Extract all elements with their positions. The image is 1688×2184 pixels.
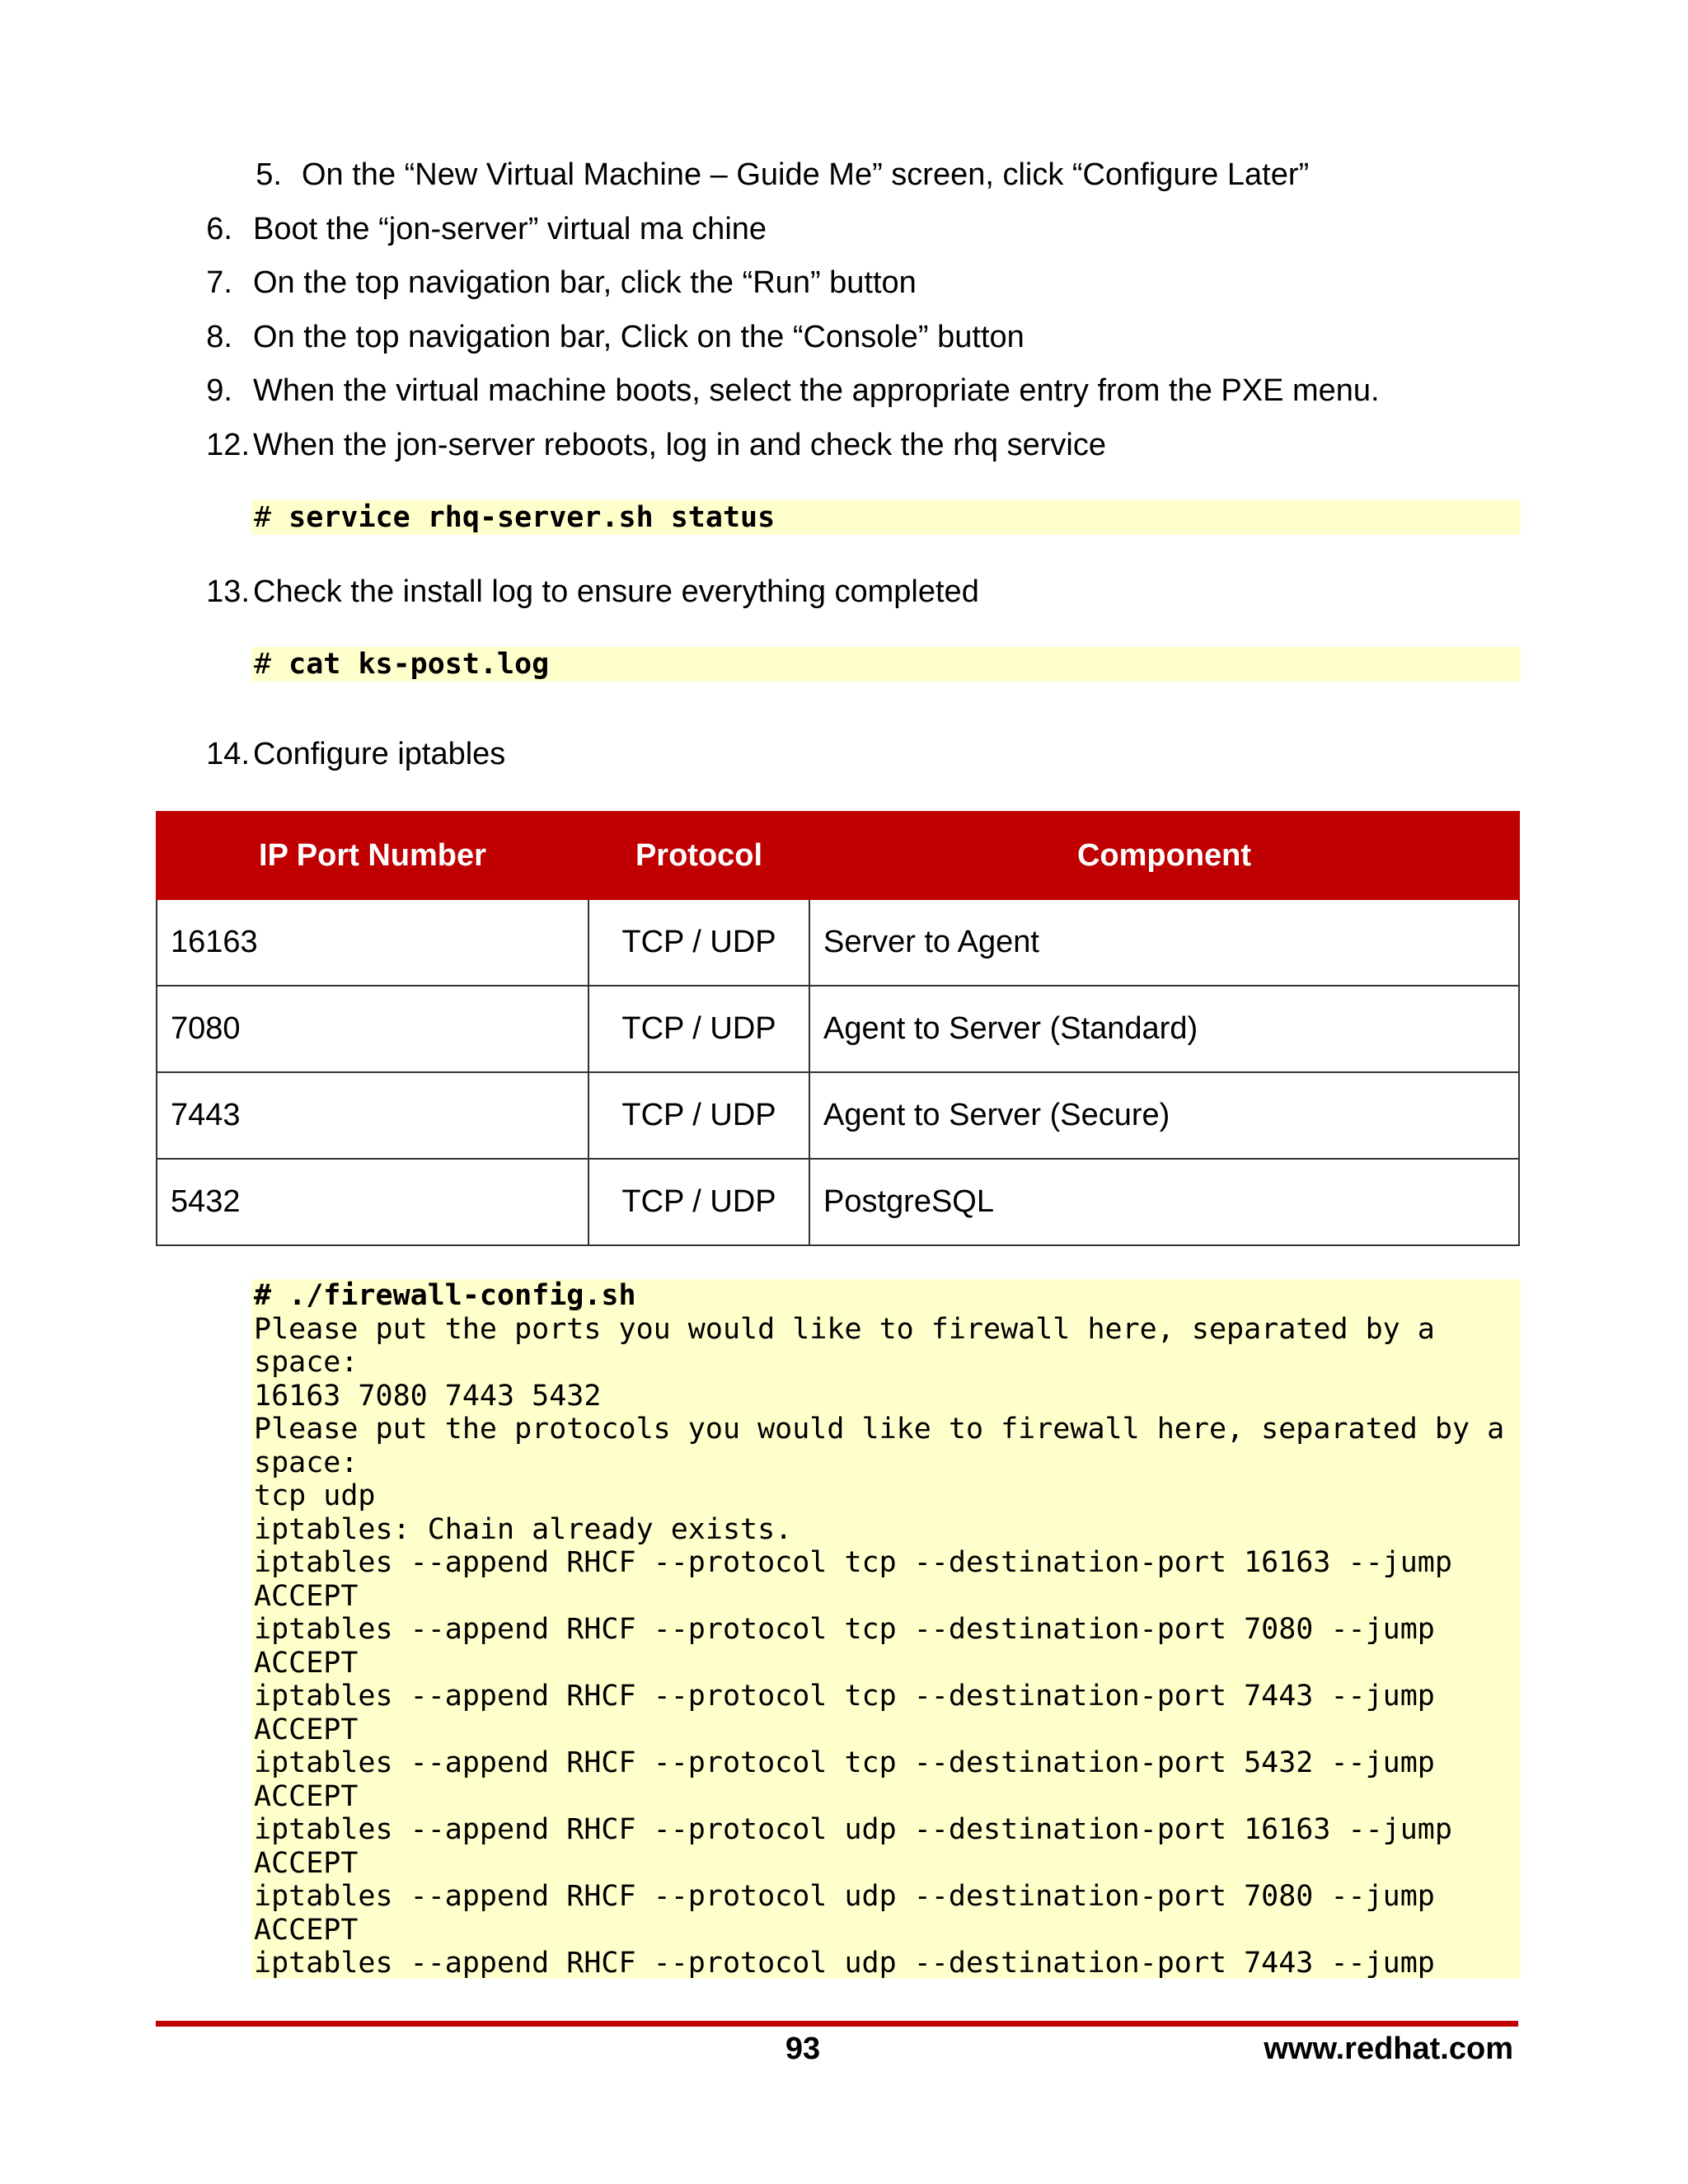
terminal-output-block [251,1279,1521,1979]
component-cell: Agent to Server (Standard) [809,986,1519,1072]
step-number: 8. [206,320,232,354]
terminal-line: ACCEPT [254,1913,359,1947]
column-header-component: Component [809,812,1519,899]
step-text: Check the install log to ensure everything completed [253,574,979,609]
step-text: Configure iptables [253,737,506,771]
step-text: On the “New Virtual Machine – Guide Me” screen, click “Configure Later” [302,157,1310,192]
table-row [157,899,1519,986]
step-number: 9. [206,373,232,408]
terminal-line: space: [254,1346,359,1379]
step-number: 5. [256,157,282,192]
terminal-line: ACCEPT [254,1646,359,1680]
protocol-cell: TCP / UDP [588,986,809,1072]
terminal-line: iptables --append RHCF --protocol tcp --destination-port 7443 --jump [254,1680,1435,1713]
terminal-line: ACCEPT [254,1846,359,1880]
terminal-line: iptables --append RHCF --protocol tcp --destination-port 16163 --jump [254,1546,1452,1579]
protocol-cell: TCP / UDP [588,899,809,986]
terminal-line: Please put the protocols you would like to firewall here, separated by a [254,1413,1505,1446]
table-row [157,986,1519,1072]
page-number: 93 [785,2032,821,2066]
step-text: On the top navigation bar, click the “Run” button [253,265,917,300]
shell-prompt: # [254,648,272,681]
column-header-port: IP Port Number [157,812,588,899]
table-header-row [157,812,1519,899]
port-cell: 5432 [157,1159,588,1245]
terminal-line: iptables --append RHCF --protocol tcp --destination-port 5432 --jump [254,1746,1435,1779]
step-text: When the jon-server reboots, log in and check the rhq service [253,428,1106,462]
port-cell: 7080 [157,986,588,1072]
protocol-cell: TCP / UDP [588,1072,809,1159]
terminal-line: tcp udp [254,1479,376,1512]
terminal-line: iptables --append RHCF --protocol tcp --destination-port 7080 --jump [254,1613,1435,1646]
footer-divider [156,2021,1518,2027]
terminal-line: ACCEPT [254,1779,359,1813]
step-text: When the virtual machine boots, select the appropriate entry from the PXE menu. [253,373,1380,408]
terminal-line: Please put the ports you would like to firewall here, separated by a [254,1312,1435,1346]
port-cell: 16163 [157,899,588,986]
shell-prompt: # [254,501,272,534]
terminal-line: iptables --append RHCF --protocol udp --destination-port 7443 --jump [254,1947,1435,1979]
step-text: Boot the “jon-server” virtual ma chine [253,212,767,246]
shell-command: cat ks-post.log [288,648,550,681]
protocol-cell: TCP / UDP [588,1159,809,1245]
terminal-line: ACCEPT [254,1579,359,1613]
code-block-cat-log [251,647,1521,682]
terminal-line: space: [254,1446,359,1479]
port-cell: 7443 [157,1072,588,1159]
component-cell: Server to Agent [809,899,1519,986]
step-number: 14. [206,737,250,771]
step-number: 6. [206,212,232,246]
terminal-line: iptables --append RHCF --protocol udp --destination-port 16163 --jump [254,1813,1452,1846]
component-cell: PostgreSQL [809,1159,1519,1245]
terminal-line: 16163 7080 7443 5432 [254,1379,602,1413]
terminal-line: ACCEPT [254,1713,359,1746]
step-number: 7. [206,265,232,300]
column-header-protocol: Protocol [588,812,809,899]
step-number: 13. [206,574,250,609]
code-block-rhq-status [251,500,1521,535]
ports-table [156,811,1520,1246]
terminal-command-line: # ./firewall-config.sh [254,1279,636,1312]
table-row [157,1159,1519,1245]
terminal-line: iptables: Chain already exists. [254,1512,793,1546]
terminal-line: iptables --append RHCF --protocol udp --destination-port 7080 --jump [254,1880,1435,1913]
footer-website: www.redhat.com [1264,2032,1513,2066]
component-cell: Agent to Server (Secure) [809,1072,1519,1159]
table-row [157,1072,1519,1159]
step-number: 12. [206,428,250,462]
step-text: On the top navigation bar, Click on the “Console” button [253,320,1025,354]
shell-command: service rhq-server.sh status [288,501,776,534]
